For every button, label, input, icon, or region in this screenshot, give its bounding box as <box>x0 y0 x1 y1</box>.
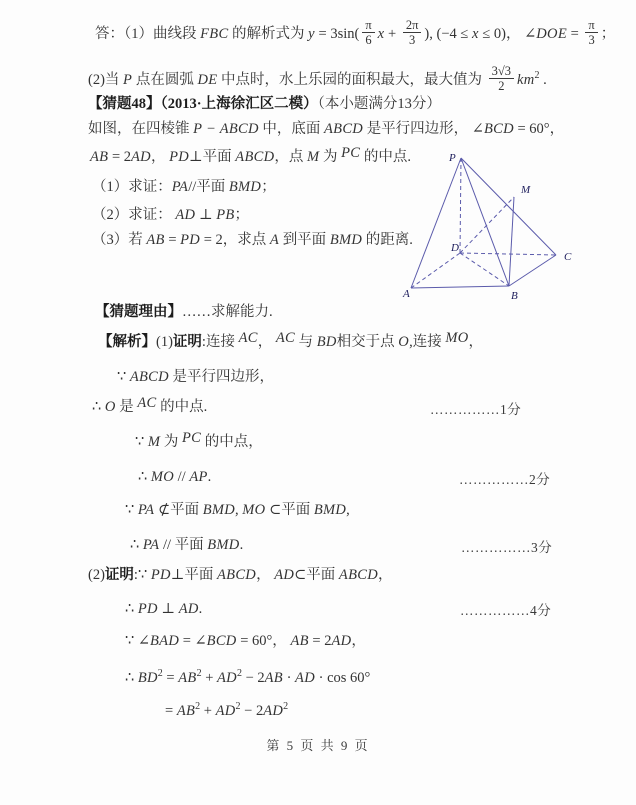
solution-line-3: ∴ O 是 AC 的中点. <box>92 395 208 415</box>
edge-MB <box>509 197 514 286</box>
solution-line-9: ∴ PD ⊥ AD. <box>125 601 203 617</box>
edge-PC <box>461 158 556 255</box>
edge-DM <box>460 197 514 253</box>
answer-line-2: (2)当 P 点在圆弧 DE 中点时，水上乐园的面积最大，最大值为 $\frac{3√3}{2}$ $km^2$ . <box>88 63 547 94</box>
score-marker: ……………3分 <box>461 540 553 555</box>
edge-BC <box>509 255 556 286</box>
solution-line-1: 【解析】(1)证明:连接 AC， AC 与 BD相交于点 O,连接 MO， <box>98 330 483 350</box>
fraction: $\frac{3√3}{2}$ <box>489 64 514 94</box>
score-marker: ……………2分 <box>459 472 551 487</box>
edge-PB <box>461 158 509 286</box>
vertex-label-C: C <box>564 251 572 263</box>
vertex-label-B: B <box>511 290 518 302</box>
problem-text-2: AB = 2AD， PD⊥平面 ABCD，点 M 为 PC 的中点. <box>90 145 411 165</box>
edge-PA <box>411 158 461 288</box>
solution-line-2: ∵ ABCD 是平行四边形， <box>117 369 275 385</box>
edge-AB <box>411 286 509 288</box>
solution-line-4: ∵ M 为 PC 的中点， <box>135 430 263 450</box>
fraction: $\frac{2\pi}{3}$ <box>403 18 422 48</box>
vertex-label-A: A <box>403 288 410 300</box>
fraction: $\frac{\pi}{6}$ <box>362 18 374 48</box>
solution-line-8: (2)证明:∵ PD⊥平面 ABCD， AD⊂平面 ABCD， <box>88 567 393 583</box>
solution-line-10: ∵ ∠BAD = ∠BCD = 60°， AB = 2AD， <box>125 633 366 649</box>
vertex-label-D: D <box>451 242 459 254</box>
reason-line: 【猜题理由】……求解能力. <box>95 304 273 320</box>
problem-header: 【猜题48】（2013·上海徐汇区二模）（本小题满分13分） <box>88 96 441 112</box>
problem-text-1: 如图，在四棱锥 P − ABCD 中，底面 ABCD 是平行四边形， ∠BCD = 60°， <box>88 121 565 137</box>
pyramid-figure-svg <box>393 143 585 305</box>
answer-line-1: 答：（1）曲线段 FBC 的解析式为 y = 3sin( $\frac{\pi}{6}$ x + $\frac{2\pi}{3}$ ), (−4 ≤ x ≤ 0)， ∠DOE = $\frac{\pi}{3}$ ； <box>95 17 616 48</box>
question-3: （3）若 AB = PD = 2，求点 A 到平面 BMD 的距离. <box>92 232 413 248</box>
vertex-label-P: P <box>449 152 456 164</box>
question-2: （2）求证： AD ⊥ PB； <box>92 207 250 223</box>
solution-line-11: ∴ $BD^2 = AB^2 + AD^2 - 2AB$ · AD · cos 60° <box>125 668 371 686</box>
edge-DB <box>460 253 509 286</box>
score-marker: ……………4分 <box>460 603 552 618</box>
edge-AD <box>411 253 460 288</box>
solution-line-7: ∴ PA // 平面 BMD. <box>130 537 244 553</box>
solution-line-5: ∴ MO // AP. <box>138 469 212 485</box>
solution-line-6: ∵ PA ⊄平面 BMD, MO ⊂平面 BMD, <box>125 502 350 518</box>
page-footer: 第 5 页 共 9 页 <box>266 738 370 753</box>
pyramid-figure <box>393 143 585 305</box>
score-marker: ……………1分 <box>430 402 522 417</box>
question-1: （1）求证：PA//平面 BMD； <box>92 179 276 195</box>
vertex-label-M: M <box>521 184 531 196</box>
edge-DC <box>460 253 556 255</box>
solution-line-12: = $AB^2 + AD^2 - 2AD^2$ <box>165 701 289 719</box>
edge-PD <box>460 158 461 253</box>
fraction: $\frac{\pi}{3}$ <box>585 18 597 48</box>
